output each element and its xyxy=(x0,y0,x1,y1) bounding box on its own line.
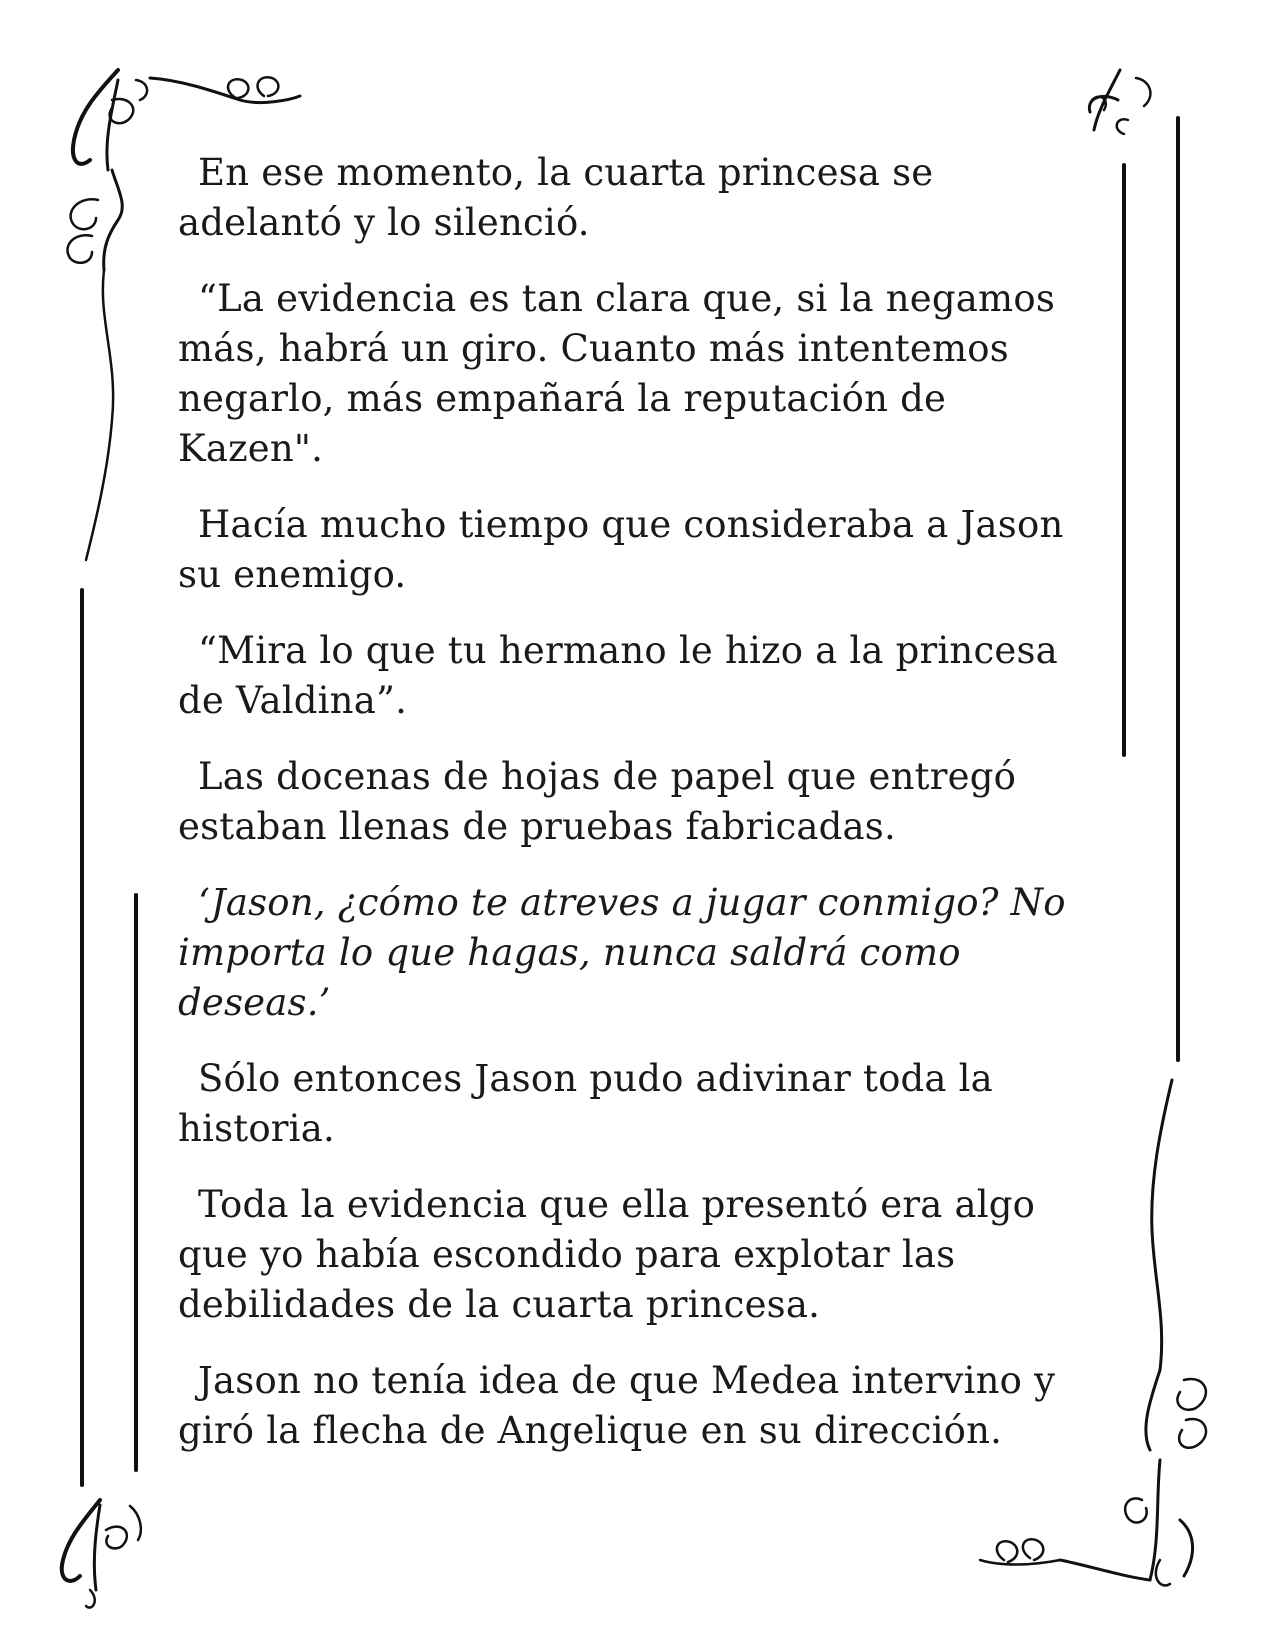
story-text xyxy=(178,148,1098,1482)
paragraph: Las docenas de hojas de papel que entregó estaban llenas de pruebas fabricadas. xyxy=(178,755,1017,848)
paragraph: Toda la evidencia que ella presentó era algo que yo había escondido para explotar las debilidades de la cuarta princesa. xyxy=(178,1183,1036,1326)
paragraph: “Mira lo que tu hermano le hizo a la princesa de Valdina”. xyxy=(178,629,1058,722)
paragraph: En ese momento, la cuarta princesa se adelantó y lo silenció. xyxy=(178,151,934,244)
paragraph: “La evidencia es tan clara que, si la negamos más, habrá un giro. Cuanto más intentemos negarlo, más empañará la reputación de Kazen". xyxy=(178,277,1056,470)
italic-thought-paragraph: ‘Jason, ¿cómo te atreves a jugar conmigo? No importa lo que hagas, nunca saldrá como deseas.’ xyxy=(178,881,1066,1024)
paragraph: Sólo entonces Jason pudo adivinar toda la historia. xyxy=(178,1057,993,1150)
bottom-left-flourish-icon xyxy=(62,1500,141,1608)
top-right-flourish-icon xyxy=(1089,70,1150,134)
paragraph: Hacía mucho tiempo que consideraba a Jason su enemigo. xyxy=(178,503,1064,596)
paragraph: Jason no tenía idea de que Medea intervino y giró la flecha de Angelique en su dirección. xyxy=(178,1359,1056,1452)
